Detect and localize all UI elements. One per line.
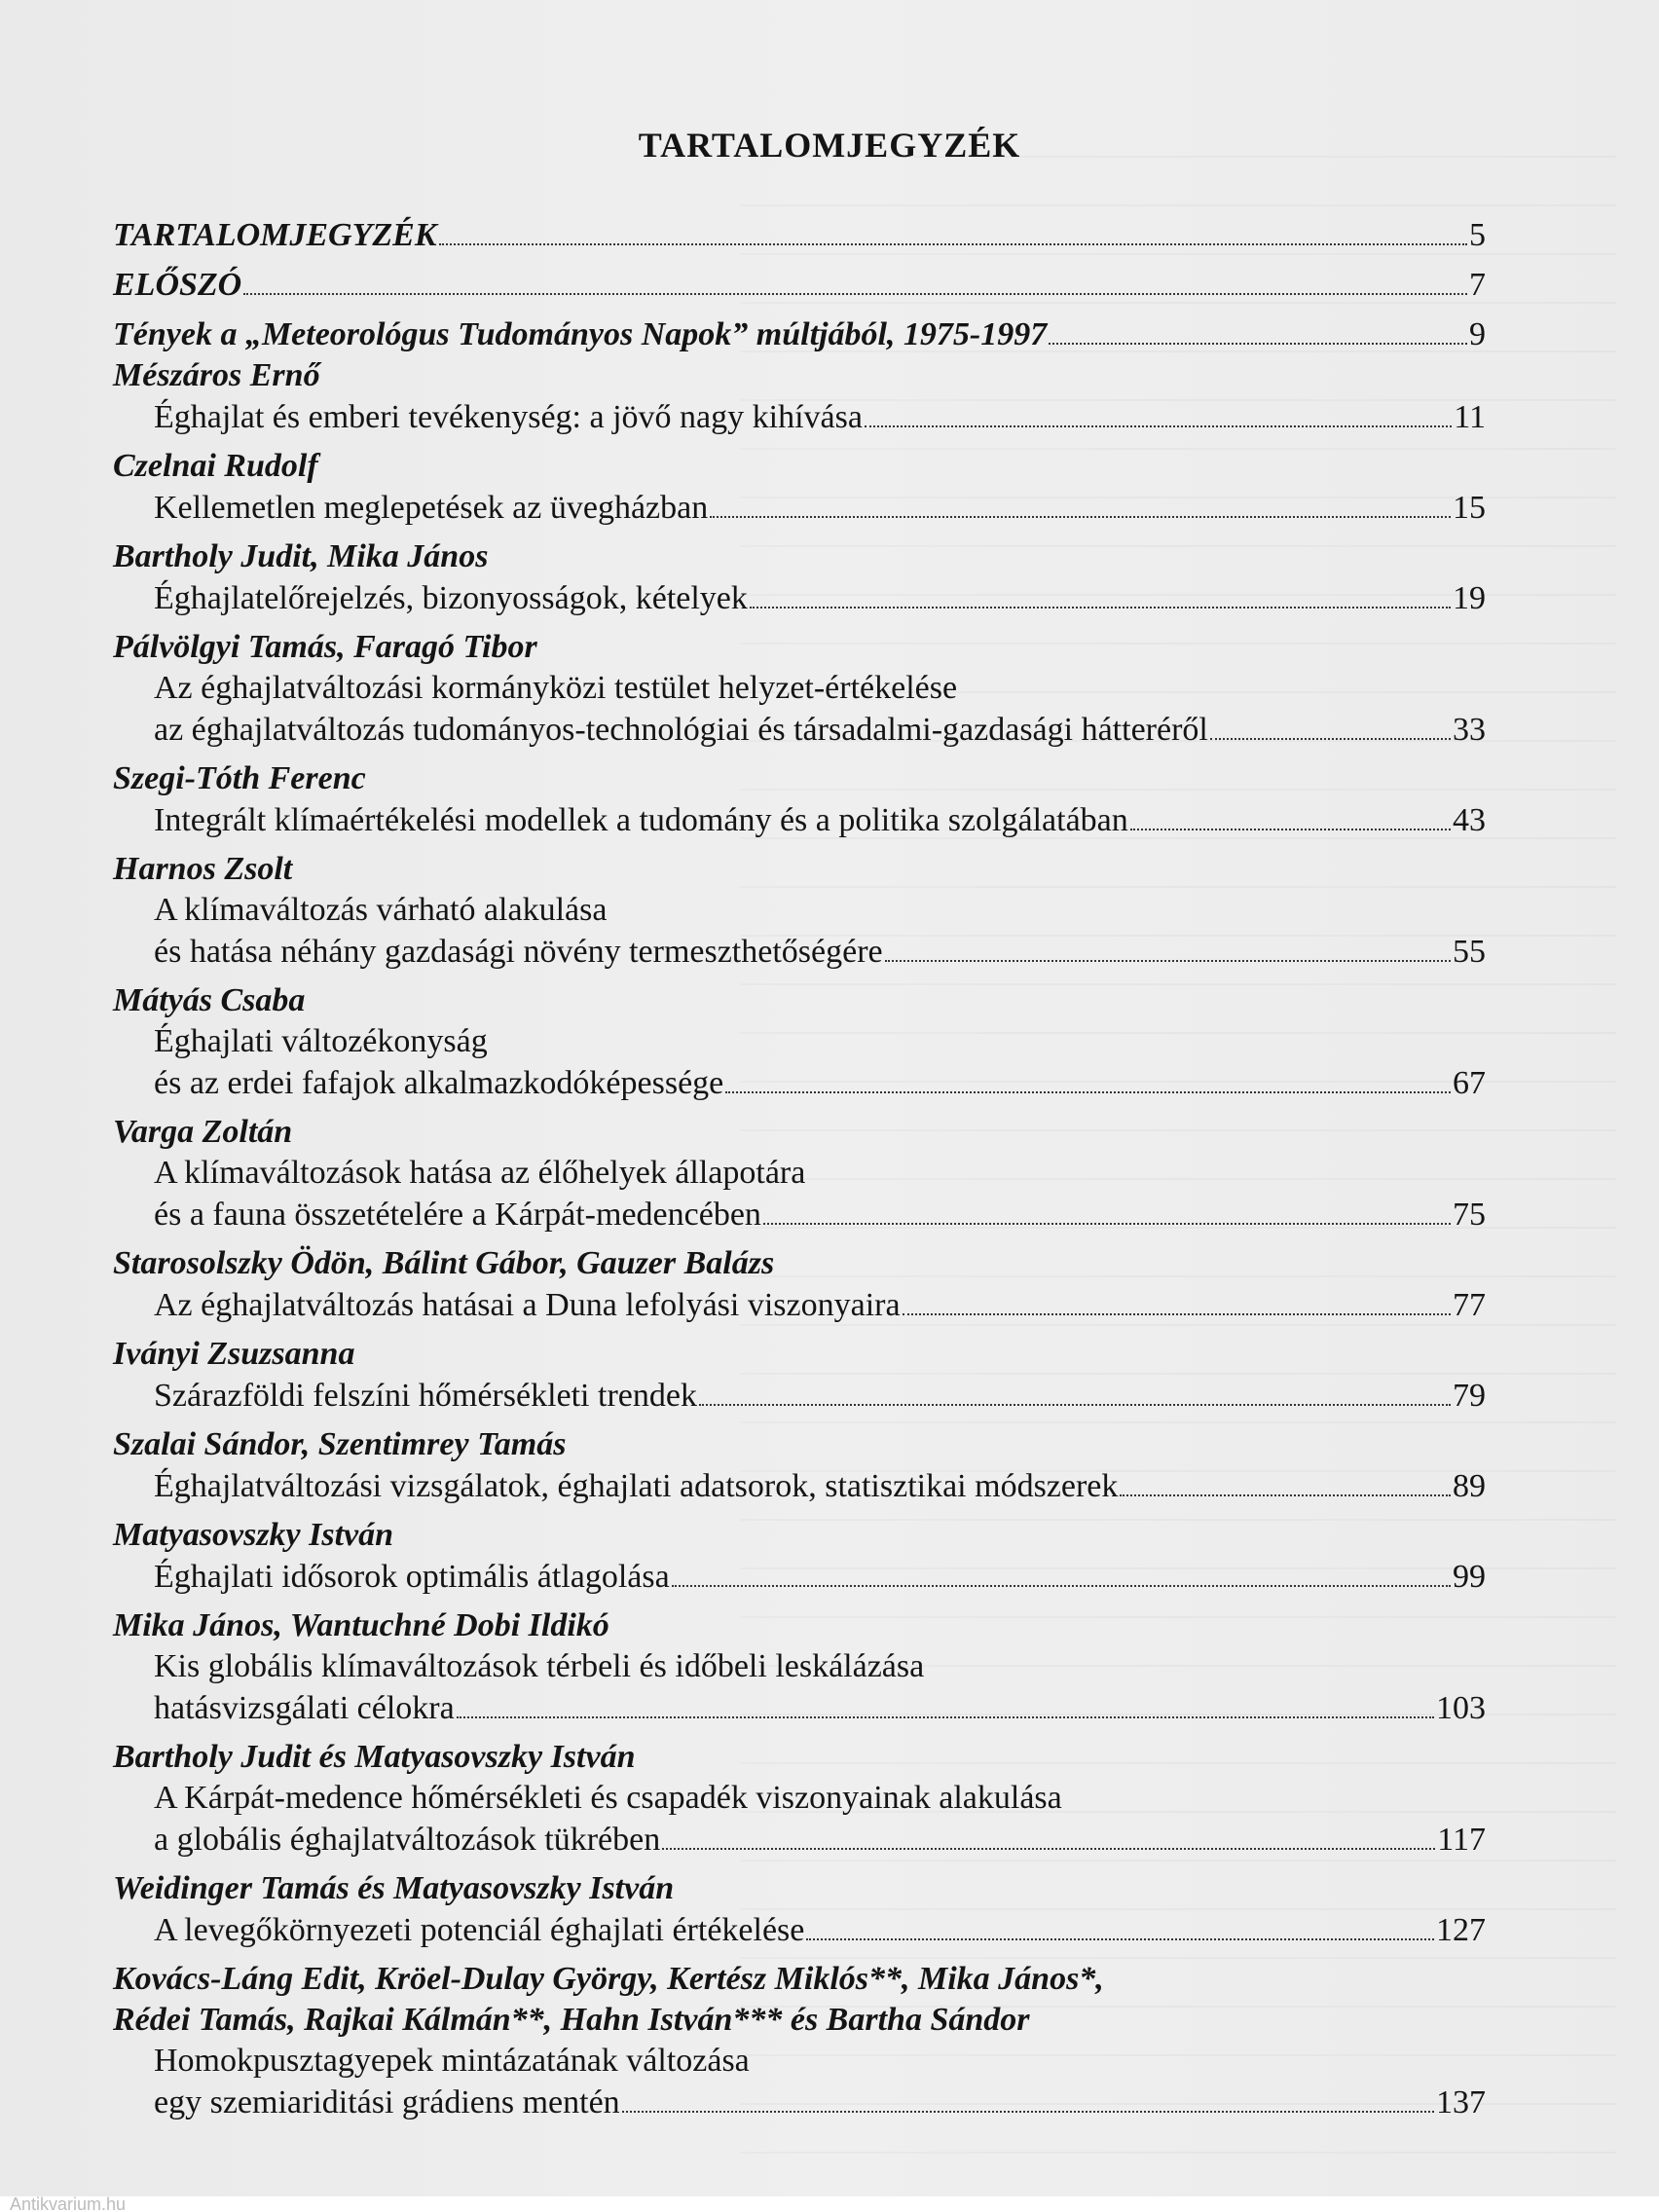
leader-dots [622,2111,1434,2113]
entry-title: Éghajlatváltozási vizsgálatok, éghajlati adatsorok, statisztikai módszerek [154,1468,1119,1504]
entry-title: Éghajlat és emberi tevékenység: a jövő nagy kihívása [154,399,863,435]
entry-title: az éghajlatváltozás tudományos-technológiai és társadalmi-gazdasági hátteréről [154,712,1208,748]
page-number: 33 [1453,712,1486,748]
page-number: 7 [1469,267,1486,303]
leader-dots [1210,738,1451,740]
page-number: 77 [1453,1287,1486,1323]
entry-author: Pálvölgyi Tamás, Faragó Tibor [113,629,537,665]
entry-title: Éghajlatelőrejelzés, bizonyosságok, kételyek [154,580,748,616]
entry-author: Szegi-Tóth Ferenc [113,760,366,796]
leader-dots [903,1313,1451,1315]
entry-author: Szalai Sándor, Szentimrey Tamás [113,1426,567,1462]
entry-author: Matyasovszky István [113,1517,394,1553]
entry-title: A levegőkörnyezeti potenciál éghajlati értékelése [154,1912,805,1948]
entry-title: és a fauna összetételére a Kárpát-medencében [154,1197,761,1233]
page-number: 55 [1453,934,1486,970]
toc-entry [113,577,1486,619]
entry-author: Harnos Zsolt [113,851,293,887]
toc-entry [113,264,1486,306]
leader-dots [763,1223,1451,1225]
entry-author: Iványi Zsuzsanna [113,1336,355,1372]
entry-author: Starosolszky Ödön, Bálint Gábor, Gauzer Balázs [113,1245,775,1281]
entry-title: Integrált klímaértékelési modellek a tudomány és a politika szolgálatában [154,802,1128,838]
toc-entry [113,799,1486,841]
entry-author: Mika János, Wantuchné Dobi Ildikó [113,1607,609,1643]
leader-dots [1130,829,1451,830]
leader-dots [457,1716,1434,1718]
toc-entry [113,1819,1486,1861]
leader-dots [662,1848,1435,1850]
toc-entry [113,396,1486,438]
entry-author: Mátyás Csaba [113,982,306,1018]
toc-entry [113,1194,1486,1235]
entry-title: egy szemiariditási grádiens mentén [154,2084,620,2120]
entry-title: Az éghajlatváltozás hatásai a Duna lefolyási viszonyaira [154,1287,901,1323]
page-number: 11 [1454,399,1486,435]
leader-dots [439,243,1468,245]
page-number: 99 [1453,1559,1486,1595]
entry-title: Tények a „Meteorológus Tudományos Napok” múltjából, 1975-1997 [113,316,1048,352]
leader-dots [243,293,1467,295]
entry-author: Bartholy Judit, Mika János [113,538,489,574]
page-number: 75 [1453,1197,1486,1233]
page-number: 137 [1436,2084,1486,2120]
entry-author: Kovács-Láng Edit, Kröel-Dulay György, Kertész Miklós**, Mika János*, [113,1961,1104,1997]
page-number: 19 [1453,580,1486,616]
toc-entry [113,1556,1486,1598]
entry-title-line: Kis globális klímaváltozások térbeli és időbeli leskálázása [154,1648,925,1684]
entry-title: Éghajlati idősorok optimális átlagolása [154,1559,670,1595]
leader-dots [725,1091,1451,1093]
entry-title: ELŐSZÓ [113,267,242,303]
leader-dots [806,1938,1434,1940]
toc-entry [113,214,1486,256]
entry-title: Szárazföldi felszíni hőmérsékleti trendek [154,1378,697,1414]
page-number: 117 [1437,1822,1486,1858]
page-number: 103 [1436,1690,1486,1726]
entry-title: és az erdei fafajok alkalmazkodóképessége [154,1065,724,1101]
entry-author: Czelnai Rudolf [113,448,318,484]
toc-entry [113,931,1486,973]
page-number: 79 [1453,1378,1486,1414]
entry-title-line: A klímaváltozások hatása az élőhelyek állapotára [154,1155,806,1191]
entry-title-line: A klímaváltozás várható alakulása [154,892,608,928]
entry-author: Weidinger Tamás és Matyasovszky István [113,1870,675,1906]
toc-entry [113,1284,1486,1326]
entry-author: Bartholy Judit és Matyasovszky István [113,1739,636,1775]
page-heading: TARTALOMJEGYZÉK [638,126,1021,165]
entry-title-line: Az éghajlatváltozási kormányközi testület helyzet-értékelése [154,670,958,706]
table-of-contents [113,214,1486,2123]
entry-title-line: Homokpusztagyepek mintázatának változása [154,2043,750,2079]
page-number: 5 [1469,217,1486,253]
toc-entry [113,487,1486,529]
entry-author-continued: Rédei Tamás, Rajkai Kálmán**, Hahn István*** és Bartha Sándor [113,2002,1030,2038]
leader-dots [750,607,1451,608]
toc-entry [113,1687,1486,1729]
page-number: 9 [1469,316,1486,352]
page-number: 15 [1453,490,1486,526]
page-number: 127 [1436,1912,1486,1948]
leader-dots [710,516,1451,518]
entry-title: Kellemetlen meglepetések az üvegházban [154,490,709,526]
page-number: 67 [1453,1065,1486,1101]
entry-title-line: A Kárpát-medence hőmérsékleti és csapadék viszonyainak alakulása [154,1780,1062,1816]
entry-author: Varga Zoltán [113,1114,293,1150]
toc-entry [113,709,1486,751]
watermark: Antikvarium.hu [0,2196,1659,2212]
entry-title: és hatása néhány gazdasági növény termeszthetőségére [154,934,883,970]
entry-title: hatásvizsgálati célokra [154,1690,455,1726]
page-number: 43 [1453,802,1486,838]
entry-title: a globális éghajlatváltozások tükrében [154,1822,661,1858]
page-number: 89 [1453,1468,1486,1504]
leader-dots [1049,343,1467,345]
toc-entry [113,1062,1486,1104]
toc-entry [113,1465,1486,1507]
entry-author: Mészáros Ernő [113,357,320,393]
leader-dots [885,960,1451,962]
leader-dots [672,1585,1451,1587]
leader-dots [699,1404,1451,1406]
entry-title-line: Éghajlati változékonyság [154,1023,488,1059]
toc-entry [113,2082,1486,2123]
leader-dots [865,425,1452,427]
toc-entry [113,1375,1486,1417]
toc-entry [113,313,1486,355]
entry-title: TARTALOMJEGYZÉK [113,217,437,253]
toc-entry [113,1909,1486,1951]
leader-dots [1120,1494,1451,1496]
